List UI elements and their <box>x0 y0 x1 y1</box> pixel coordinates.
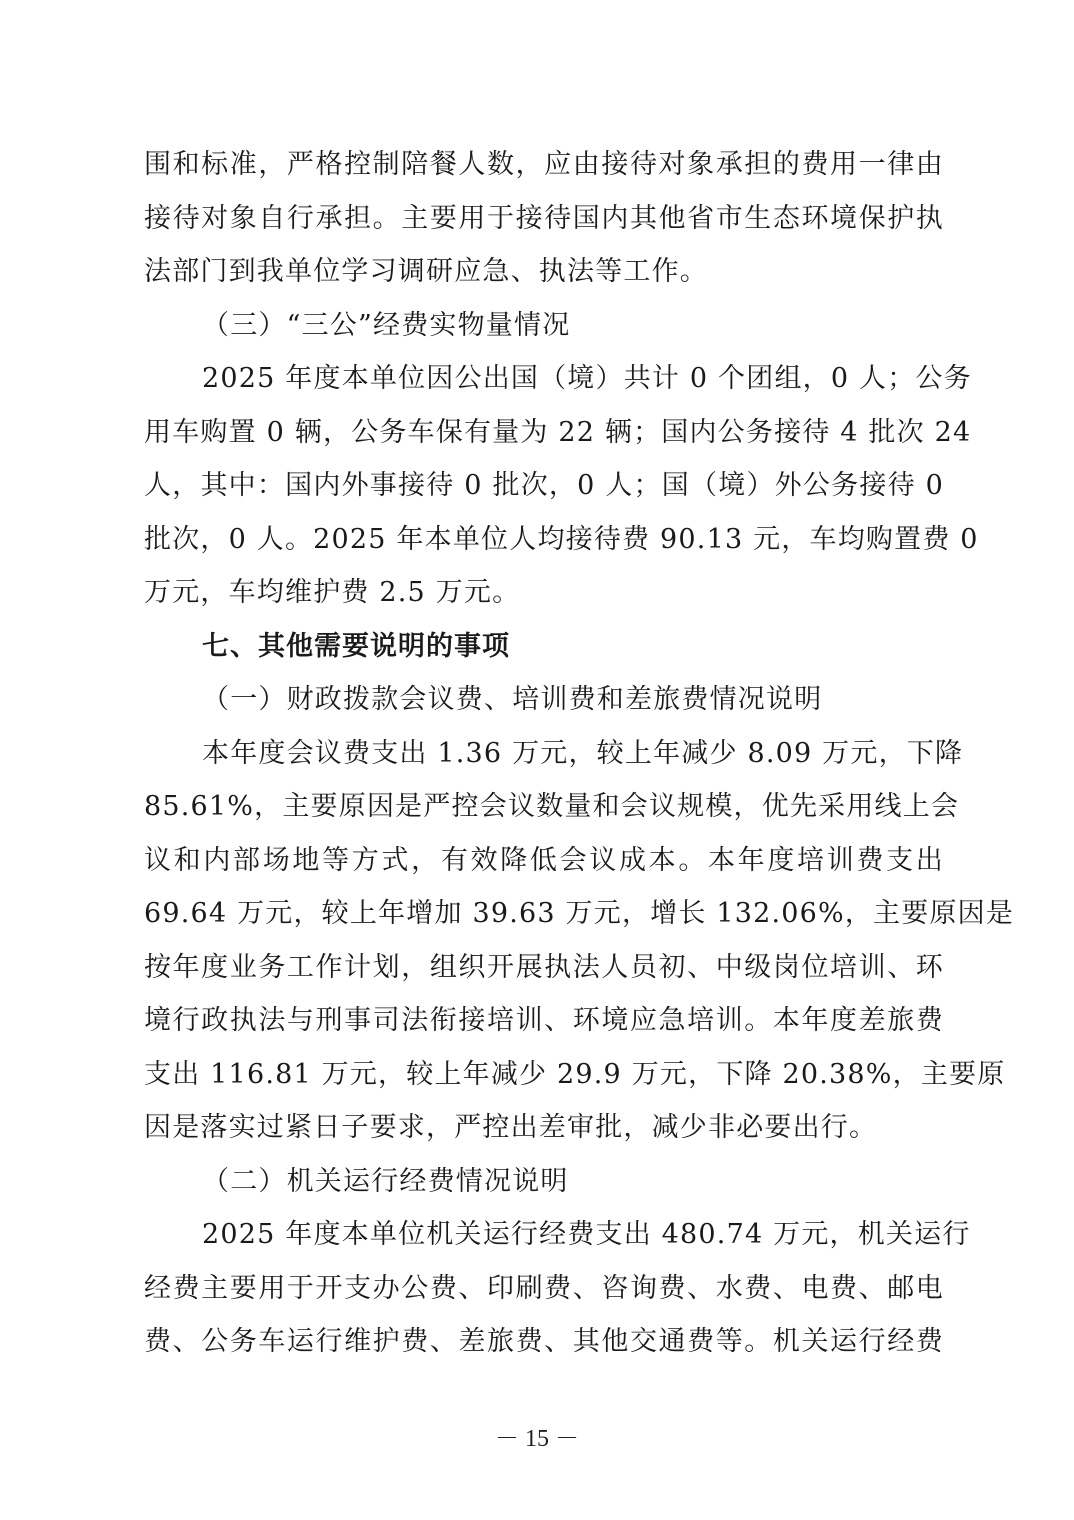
section-3-line: 万元，车均维护费 2.5 万元。 <box>144 577 521 608</box>
page-number: － 15 － <box>495 1426 579 1452</box>
sub-1-line: 议和内部场地等方式，有效降低会议成本。本年度培训费支出 <box>144 844 944 876</box>
sub-2-line: 费、公务车运行维护费、差旅费、其他交通费等。机关运行经费 <box>144 1326 944 1357</box>
section-3-line: 用车购置 0 辆，公务车保有量为 22 辆；国内公务接待 4 批次 24 <box>144 416 972 448</box>
sub-2-heading: （二）机关运行经费情况说明 <box>202 1165 569 1197</box>
section-3-line: 人，其中：国内外事接待 0 批次，0 人；国（境）外公务接待 0 <box>144 470 944 501</box>
sub-1-heading: （一）财政拨款会议费、培训费和差旅费情况说明 <box>202 684 823 715</box>
sub-2-line: 经费主要用于开支办公费、印刷费、咨询费、水费、电费、邮电 <box>144 1272 944 1304</box>
body-line: 法部门到我单位学习调研应急、执法等工作。 <box>144 256 708 287</box>
sub-1-line: 85.61%，主要原因是严控会议数量和会议规模，优先采用线上会 <box>144 791 960 822</box>
sub-1-line: 本年度会议费支出 1.36 万元，较上年减少 8.09 万元，下降 <box>202 737 964 769</box>
sub-1-line: 69.64 万元，较上年增加 39.63 万元，增长 132.06%，主要原因是 <box>144 898 1015 929</box>
section-3-line: 2025 年度本单位因公出国（境）共计 0 个团组，0 人；公务 <box>202 363 972 394</box>
body-line: 围和标准，严格控制陪餐人数，应由接待对象承担的费用一律由 <box>144 149 944 180</box>
section-3-heading: （三）“三公”经费实物量情况 <box>202 309 571 341</box>
body-line: 接待对象自行承担。主要用于接待国内其他省市生态环境保护执 <box>144 202 944 234</box>
sub-2-line: 2025 年度本单位机关运行经费支出 480.74 万元，机关运行 <box>202 1219 971 1250</box>
sub-1-line: 按年度业务工作计划，组织开展执法人员初、中级岗位培训、环 <box>144 951 944 983</box>
sub-1-line: 支出 116.81 万元，较上年减少 29.9 万元，下降 20.38%，主要原 <box>144 1058 1006 1090</box>
section-7-heading: 七、其他需要说明的事项 <box>202 630 510 662</box>
document-page <box>144 138 1015 1369</box>
section-3-line: 批次，0 人。2025 年本单位人均接待费 90.13 元，车均购置费 0 <box>144 523 979 555</box>
sub-1-line: 境行政执法与刑事司法衔接培训、环境应急培训。本年度差旅费 <box>144 1005 944 1036</box>
sub-1-line: 因是落实过紧日子要求，严控出差审批，减少非必要出行。 <box>144 1112 878 1143</box>
